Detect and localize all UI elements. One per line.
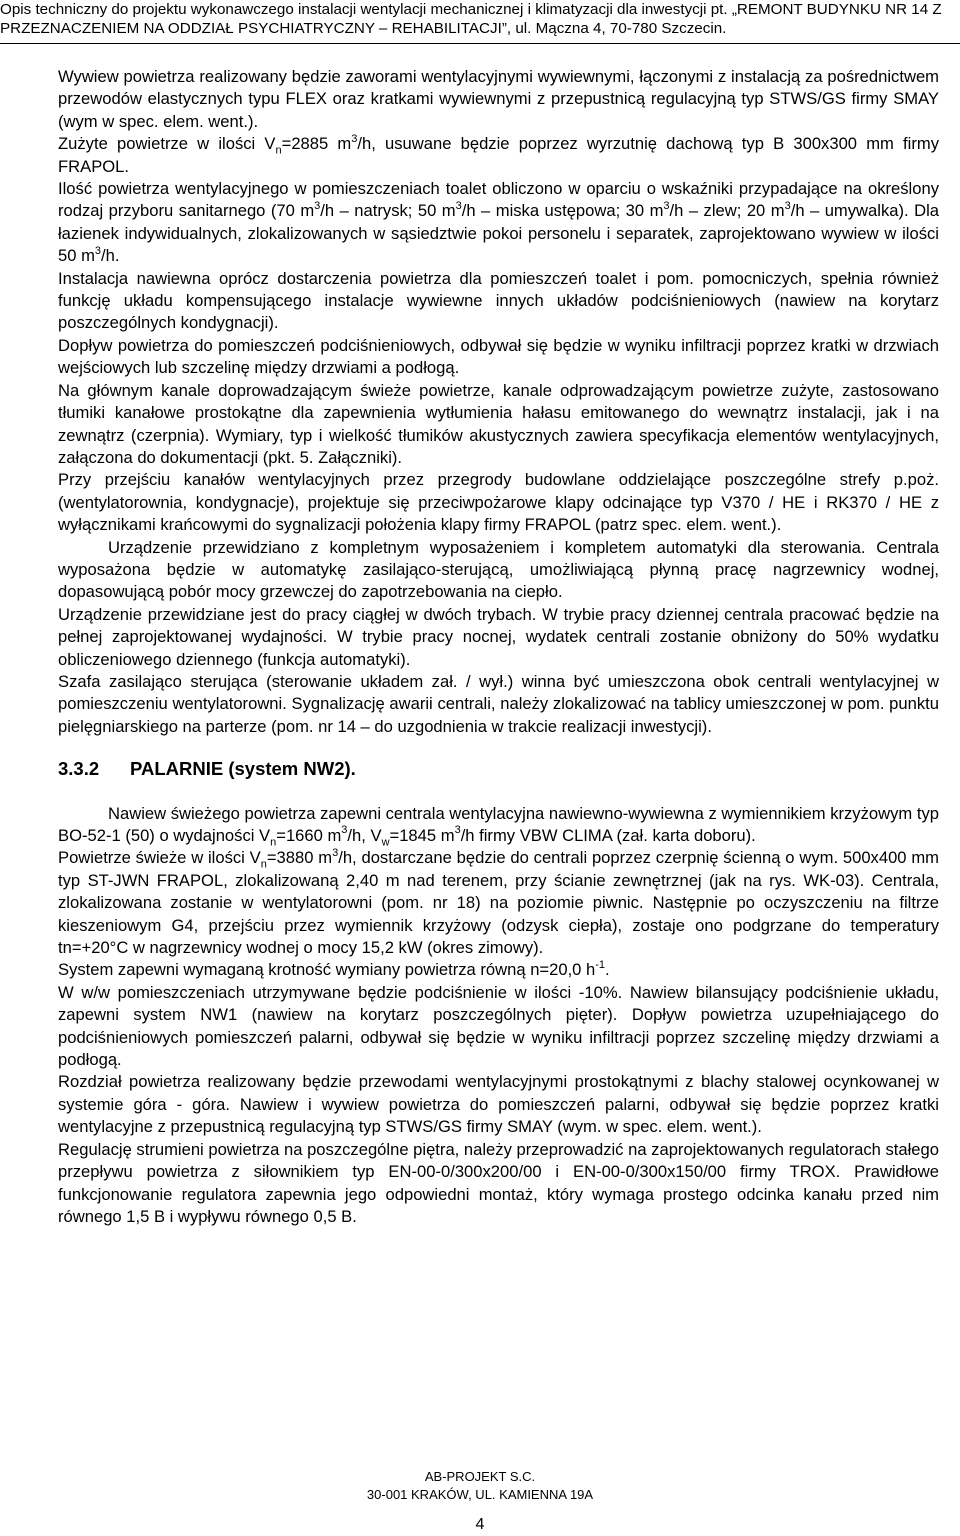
paragraph: Instalacja nawiewna oprócz dostarczenia powietrza dla pomieszczeń toalet i pom. pomocniczych, spełnia również funkcję układu kompensującego instalacje wywiewne innych układów podciśnieniowych (nawiew na korytarz poszczególnych kondygnacji). [58,268,939,333]
section-heading [58,758,939,780]
paragraph: Urządzenie przewidziane jest do pracy ciągłej w dwóch trybach. W trybie pracy dziennej centrala pracować będzie na pełnej zaprojektowanej wydajności. W trybie pracy nocnej, wydatek centrali zostanie obniżony do 50% wydatku obliczeniowego dziennego (funkcja automatyki). [58,604,939,669]
paragraph: W w/w pomieszczeniach utrzymywane będzie podciśnienie w ilości -10%. Nawiew bilansujący podciśnienie układu, zapewni system NW1 (nawiew na korytarz poszczególnych pięter). Dopływ powietrza uzupełniającego do podciśnieniowych pomieszczeń palarni, odbywał się będzie w wyniku infiltracji poprzez szczelinę między drzwiami a podłogą. [58,982,939,1070]
paragraph: Nawiew świeżego powietrza zapewni centrala wentylacyjna nawiewno-wywiewna z wymiennikiem krzyżowym typ BO-52-1 (50) o wydajności $V_n=1660$ $m^3/h$, $V_w=1845$ $m^3/h$ firmy VBW CLIMA (zał. karta doboru). [58,803,939,849]
page-number: 4 [475,1516,485,1533]
section-number: 3.3.2 [58,758,100,780]
page-header [0,0,960,44]
header-line-1: Opis techniczny do projektu wykonawczego instalacji wentylacji mechanicznej i klimatyzacji dla inwestycji pt. „REMONT BUDYNKU NR 14 Z [0,1,942,18]
header-line-2: PRZEZNACZENIEM NA ODDZIAŁ PSYCHIATRYCZNY – REHABILITACJI”, ul. Mączna 4, 70-780 Szczecin. [0,20,727,37]
paragraph: Zużyte powietrze w ilości $V_n=2885$ $m^3/h$, usuwane będzie poprzez wyrzutnię dachową typ B 300x300 mm firmy FRAPOL. [58,132,939,176]
paragraph: Ilość powietrza wentylacyjnego w pomieszczeniach toalet obliczono w oparciu o wskaźniki przypadające na określony rodzaj przyboru sanitarnego (70 $m^3/h$ – natrysk; 50 $m^3/h$ – miska ustępowa; 30 $m^3/h$ – zlew; 20 $m^3/h$ – umywalka). Dla łazienek indywidualnych, zlokalizowanych w sąsiedztwie pokoi personelu i separatek, zaprojektowano wywiew w ilości 50 $m^3/h$. [58,179,939,266]
paragraph: Urządzenie przewidziano z kompletnym wyposażeniem i kompletem automatyki dla sterowania. Centrala wyposażona będzie w automatykę zasilająco-sterującą, umożliwiającą płynną pracę nagrzewnicy wodnej, dopasowującą pobór mocy grzewczej do zapotrzebowania na ciepło. [58,537,939,602]
paragraph: Regulację strumieni powietrza na poszczególne piętra, należy przeprowadzić na zaprojektowanych regulatorach stałego przepływu powietrza z siłownikiem typ EN-00-0/300x200/00 i EN-00-0/300x150/00 firmy TROX. Prawidłowe funkcjonowanie regulatora zapewnia jego odpowiedni montaż, który wymaga prostego odcinka kanału przed nim równego 1,5 B i wypływu równego 0,5 B. [58,1139,939,1226]
paragraph: Dopływ powietrza do pomieszczeń podciśnieniowych, odbywał się będzie w wyniku infiltracji poprzez kratki w drzwiach wejściowych lub szczelinę między drzwiami a podłogą. [58,335,939,378]
paragraph: System zapewni wymaganą krotność wymiany powietrza równą n=20,0 $h^{-1}$. [58,958,610,980]
paragraph: Wywiew powietrza realizowany będzie zaworami wentylacyjnymi wywiewnymi, łączonymi z instalacją za pośrednictwem przewodów elastycznych typu FLEX oraz kratkami wywiewnymi z przepustnicą regulacyjną typ STWS/GS firmy SMAY (wym w spec. elem. went.). [58,67,939,131]
paragraph: Rozdział powietrza realizowany będzie przewodami wentylacyjnymi prostokątnymi z blachy stalowej ocynkowanej w systemie góra - góra. Nawiew i wywiew powietrza do pomieszczeń palarni, odbywał się będzie poprzez kratki wentylacyjne z przepustnicą regulacyjną typ STWS/GS firmy SMAY (wym. w spec. elem. went.). [58,1072,939,1137]
paragraph: Powietrze świeże w ilości $V_n=3880$ $m^3/h$, dostarczane będzie do centrali poprzez czerpnię ścienną o wym. 500x400 mm typ ST-JWN FRAPOL, zlokalizowaną 2,40 m nad terenem, przy ścianie zewnętrznej (jak na rys. WK-03). Centrala, zlokalizowana zostanie w wentylatorowni (pom. nr 18) na poziomie piwnic. Następnie po oczyszczeniu na filtrze kieszeniowym G4, przejściu przez wymiennik krzyżowy (odzysk ciepła), zostaje ono podgrzane do temperatury tn=+20°C w nagrzewnicy wodnej o mocy 15,2 kW (okres zimowy). [58,846,939,958]
paragraph: Szafa zasilająco sterująca (sterowanie układem zał. / wył.) winna być umieszczona obok centrali wentylacyjnej w pomieszczeniu wentylatorowni. Sygnalizację awarii centrali, należy zlokalizować na tablicy umieszczonej w pom. punktu pielęgniarskiego na parterze (pom. nr 14 – do uzgodnienia w trakcie realizacji inwestycji). [58,671,939,736]
footer-company: AB-PROJEKT S.C. [424,1469,536,1484]
paragraph: Przy przejściu kanałów wentylacyjnych przez przegrody budowlane oddzielające poszczególne strefy p.poż. (wentylatorownia, kondygnacje), projektuje się przeciwpożarowe klapy odcinające typ V370 / HE i RK370 / HE z wyłącznikami krańcowymi do sygnalizacji położenia klapy firmy FRAPOL (patrz spec. elem. went.). [58,470,939,535]
section-title: PALARNIE (system NW2). [130,758,356,780]
paragraph: Na głównym kanale doprowadzającym świeże powietrze, kanale odprowadzającym powietrze zużyte, zastosowano tłumiki kanałowe prostokątne dla zapewnienia wytłumienia hałasu emitowanego do wewnątrz instalacji, jak i na zewnątrz (czerpnia). Wymiary, typ i wielkość tłumików akustycznych zawiera specyfikacja elementów wentylacyjnych, załączona do dokumentacji (pkt. 5. Załączniki). [58,380,939,467]
header-divider [0,43,960,44]
page-footer [0,1468,960,1504]
document-body [58,66,939,1228]
footer-address: 30-001 KRAKÓW, UL. KAMIENNA 19A [366,1487,594,1502]
